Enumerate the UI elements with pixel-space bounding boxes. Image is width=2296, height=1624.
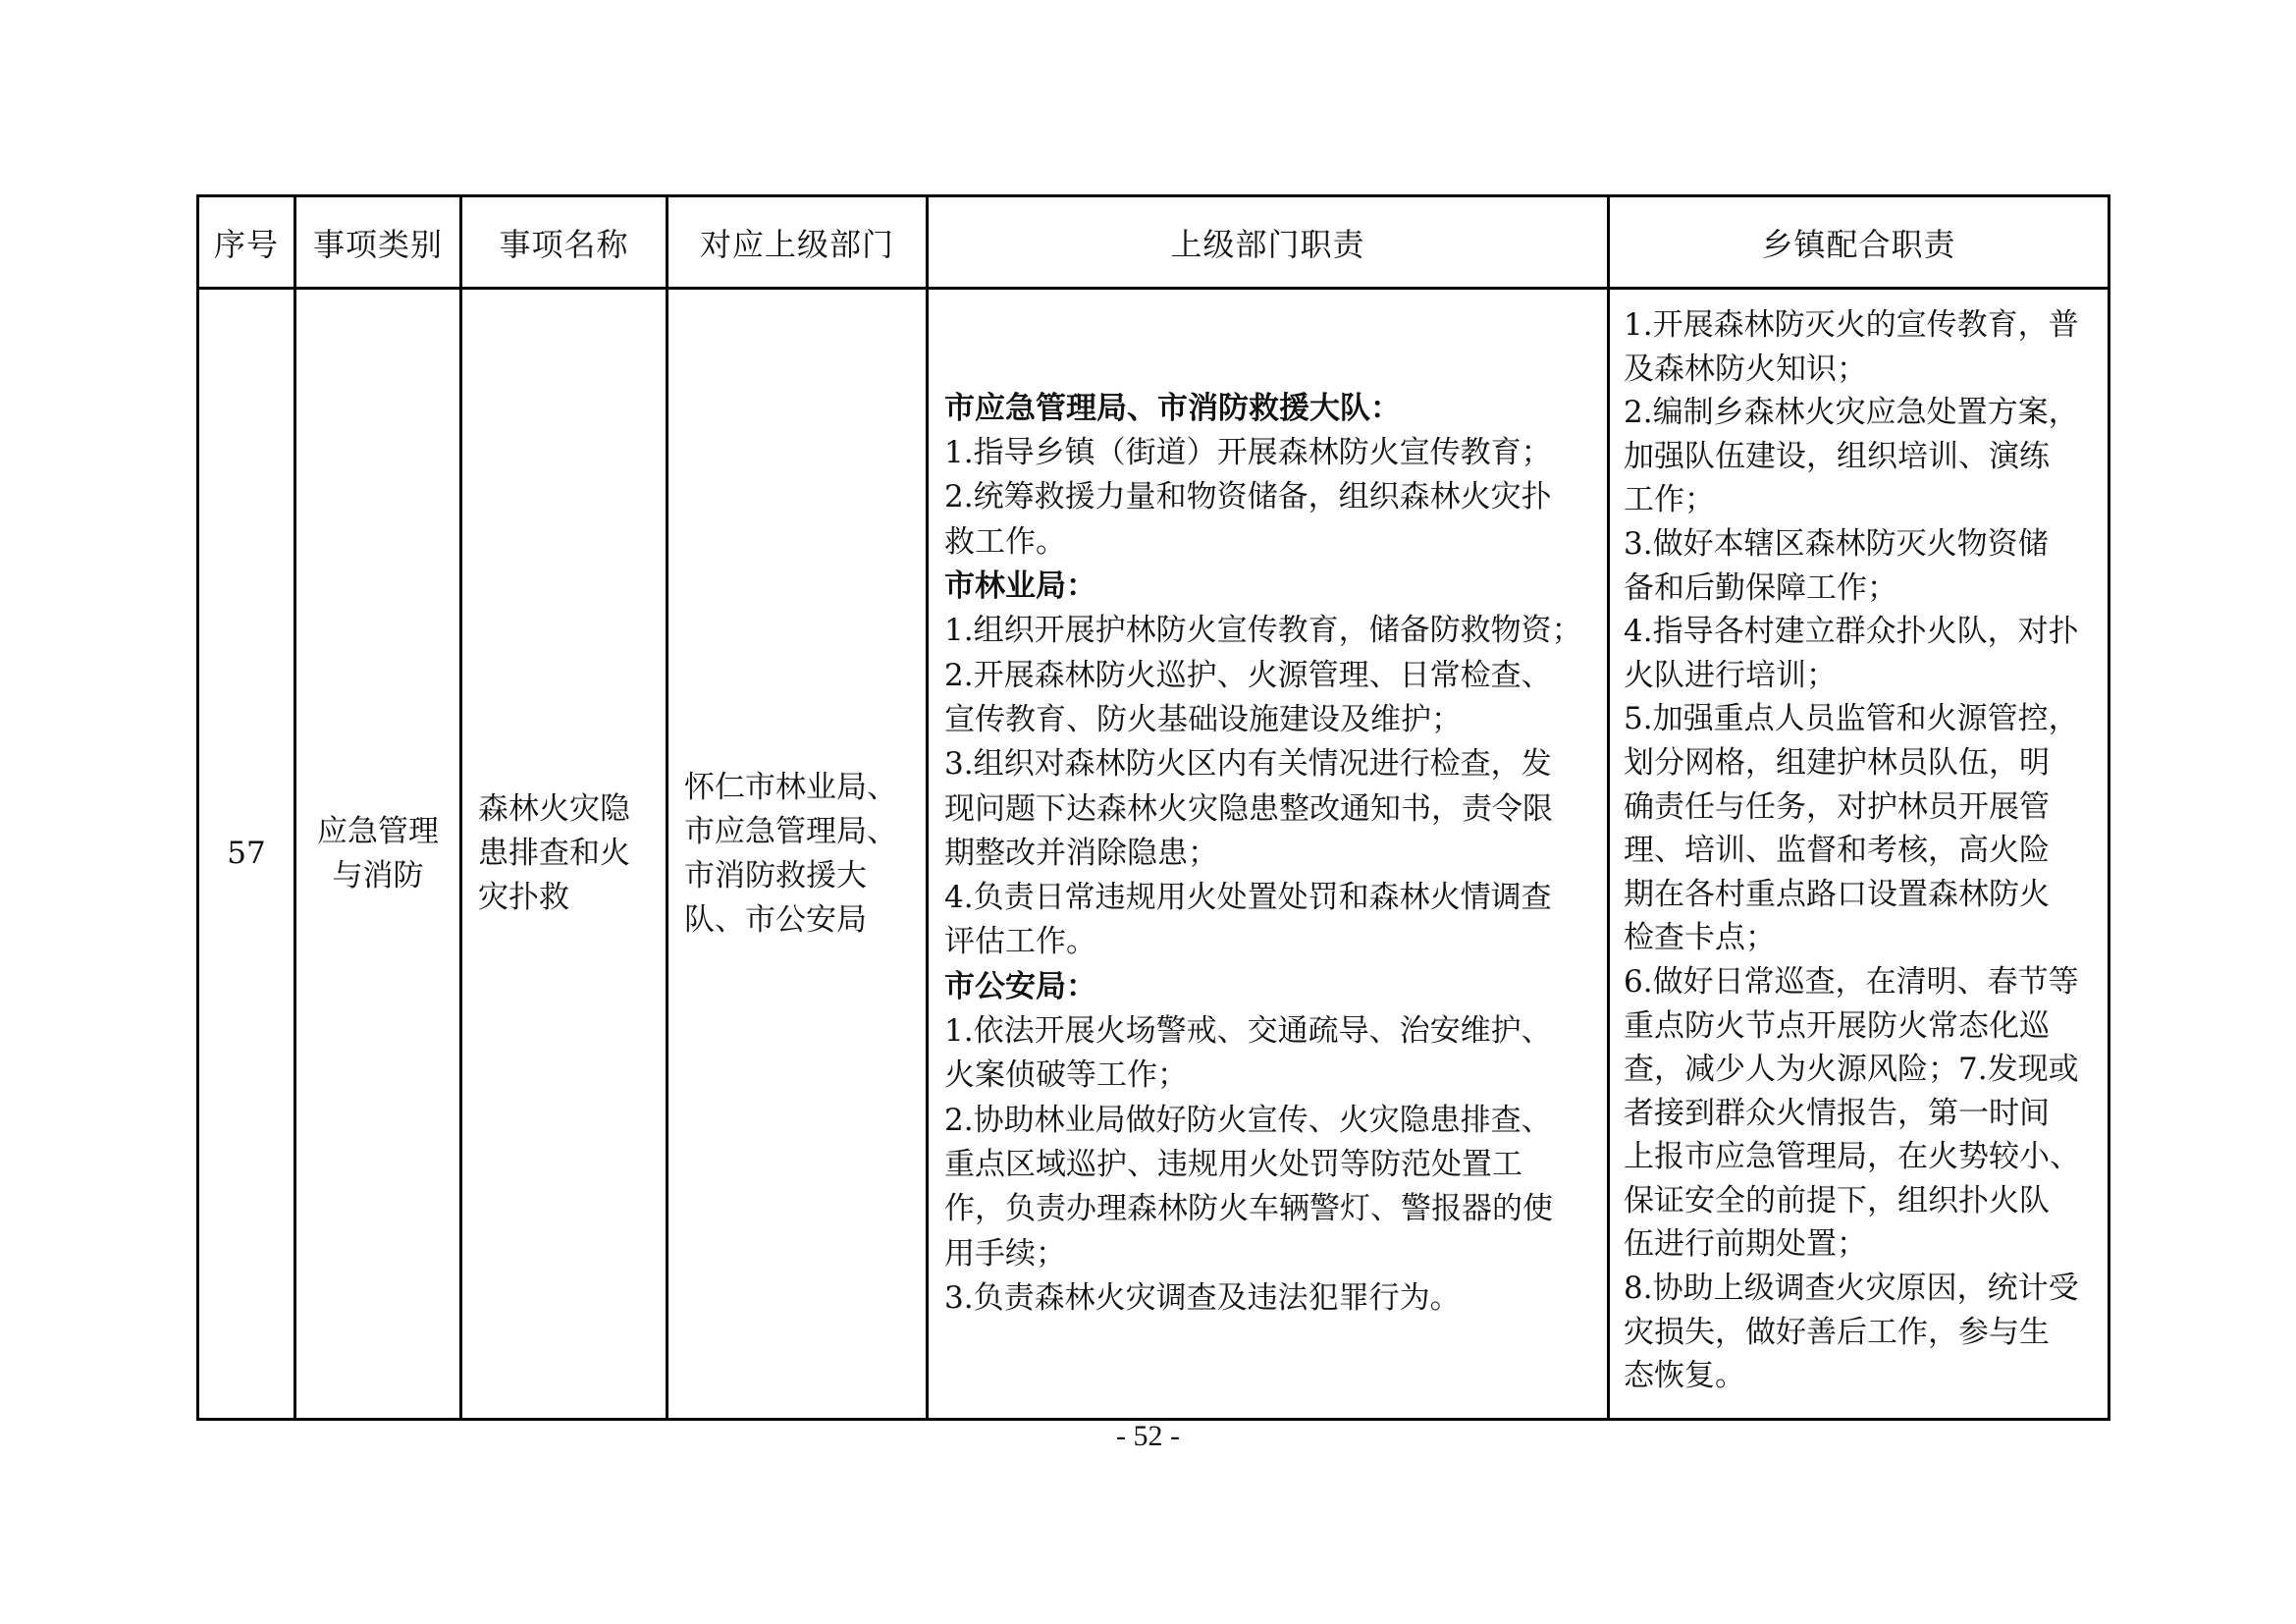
header-dept: 对应上级部门 [667, 196, 928, 289]
coop-line: 2.编制乡森林火灾应急处置方案， [1624, 395, 2079, 431]
dept-line: 市应急管理局、 [684, 813, 897, 849]
category-line: 应急管理 [317, 813, 439, 849]
duty-line: 火案侦破等工作； [944, 1057, 1188, 1094]
coop-line: 工作； [1624, 482, 1715, 518]
coop-line: 保证安全的前提下，组织扑火队 [1624, 1182, 2050, 1218]
header-upper-duty: 上级部门职责 [928, 196, 1609, 289]
coop-line: 查，减少人为火源风险；7.发现或 [1624, 1052, 2079, 1088]
header-seq: 序号 [198, 196, 295, 289]
name-line: 灾扑救 [478, 880, 569, 915]
coop-line: 灾损失，做好善后工作，参与生 [1624, 1314, 2050, 1350]
duty-line: 用手续； [944, 1235, 1066, 1272]
page-number: - 52 - [1116, 1420, 1180, 1452]
dept-line: 怀仁市林业局、 [684, 769, 897, 805]
coop-line: 加强队伍建设，组织培训、演练 [1624, 438, 2050, 474]
duty-line: 2.协助林业局做好防火宣传、火灾隐患排查、 [944, 1102, 1552, 1138]
seq-number: 57 [227, 836, 266, 871]
dept-heading: 市公安局： [944, 968, 1096, 1004]
duty-line: 3.负责森林火灾调查及违法犯罪行为。 [944, 1279, 1461, 1316]
coop-line: 者接到群众火情报告，第一时间 [1624, 1095, 2050, 1131]
dept-line: 市消防救援大 [684, 857, 867, 893]
coop-line: 备和后勤保障工作； [1624, 569, 1897, 606]
duty-line: 现问题下达森林火灾隐患整改通知书，责令限 [944, 790, 1553, 827]
cell-town-duty [1609, 289, 2109, 1420]
coop-line: 5.加强重点人员监管和火源管控， [1624, 701, 2079, 737]
duty-line: 评估工作。 [944, 924, 1096, 960]
duty-line: 期整改并消除隐患； [944, 835, 1218, 871]
cell-dept [667, 289, 928, 1420]
coop-line: 6.做好日常巡查，在清明、春节等 [1624, 963, 2079, 1000]
duty-line: 3.组织对森林防火区内有关情况进行检查，发 [944, 746, 1552, 783]
coop-line: 期在各村重点路口设置森林防火 [1624, 876, 2050, 912]
cell-category [295, 289, 461, 1420]
duty-line: 重点区域巡护、违规用火处罚等防范处置工 [944, 1146, 1522, 1182]
duty-line: 作，负责办理森林防火车辆警灯、警报器的使 [944, 1191, 1553, 1227]
duty-line: 4.负责日常违规用火处置处罚和森林火情调查 [944, 880, 1552, 916]
dept-heading: 市林业局： [944, 568, 1096, 605]
header-row [198, 196, 2109, 289]
header-town-duty: 乡镇配合职责 [1609, 196, 2109, 289]
duty-line: 1.组织开展护林防火宣传教育，储备防救物资； [944, 613, 1582, 649]
dept-heading: 市应急管理局、市消防救援大队： [944, 390, 1401, 426]
header-category: 事项类别 [295, 196, 461, 289]
coop-line: 火队进行培训； [1624, 657, 1837, 693]
coop-line: 上报市应急管理局，在火势较小、 [1624, 1139, 2080, 1175]
duty-line: 1.指导乡镇（街道）开展森林防火宣传教育； [944, 435, 1552, 471]
cell-seq [198, 289, 295, 1420]
duty-line: 宣传教育、防火基础设施建设及维护； [944, 701, 1462, 737]
cell-name [461, 289, 667, 1420]
duty-line: 救工作。 [944, 523, 1066, 560]
coop-line: 及森林防火知识； [1624, 351, 1867, 387]
duty-line: 1.依法开展火场警戒、交通疏导、治安维护、 [944, 1013, 1552, 1050]
duty-line: 2.开展森林防火巡护、火源管理、日常检查、 [944, 657, 1552, 693]
coop-line: 1.开展森林防灭火的宣传教育，普 [1624, 307, 2079, 343]
coop-line: 3.做好本辖区森林防灭火物资储 [1624, 525, 2049, 562]
cell-upper-duty [928, 289, 1609, 1420]
duty-table [196, 194, 2110, 1421]
coop-line: 检查卡点； [1624, 920, 1776, 956]
header-name: 事项名称 [461, 196, 667, 289]
category-line: 与消防 [332, 857, 424, 893]
name-line: 森林火灾隐 [478, 791, 630, 827]
name-line: 患排查和火 [478, 836, 630, 871]
coop-line: 重点防火节点开展防火常态化巡 [1624, 1007, 2050, 1044]
coop-line: 伍进行前期处置； [1624, 1226, 1867, 1263]
dept-line: 队、市公安局 [684, 901, 867, 938]
coop-line: 4.指导各村建立群众扑火队，对扑 [1624, 614, 2079, 650]
duty-line: 2.统筹救援力量和物资储备，组织森林火灾扑 [944, 479, 1552, 515]
coop-line: 8.协助上级调查火灾原因，统计受 [1624, 1271, 2079, 1307]
coop-line: 划分网格，组建护林员队伍，明 [1624, 744, 2050, 781]
coop-line: 理、培训、监督和考核，高火险 [1624, 833, 2050, 869]
table-row [198, 289, 2109, 1420]
coop-line: 确责任与任务，对护林员开展管 [1624, 788, 2050, 825]
coop-line: 态恢复。 [1624, 1358, 1745, 1394]
